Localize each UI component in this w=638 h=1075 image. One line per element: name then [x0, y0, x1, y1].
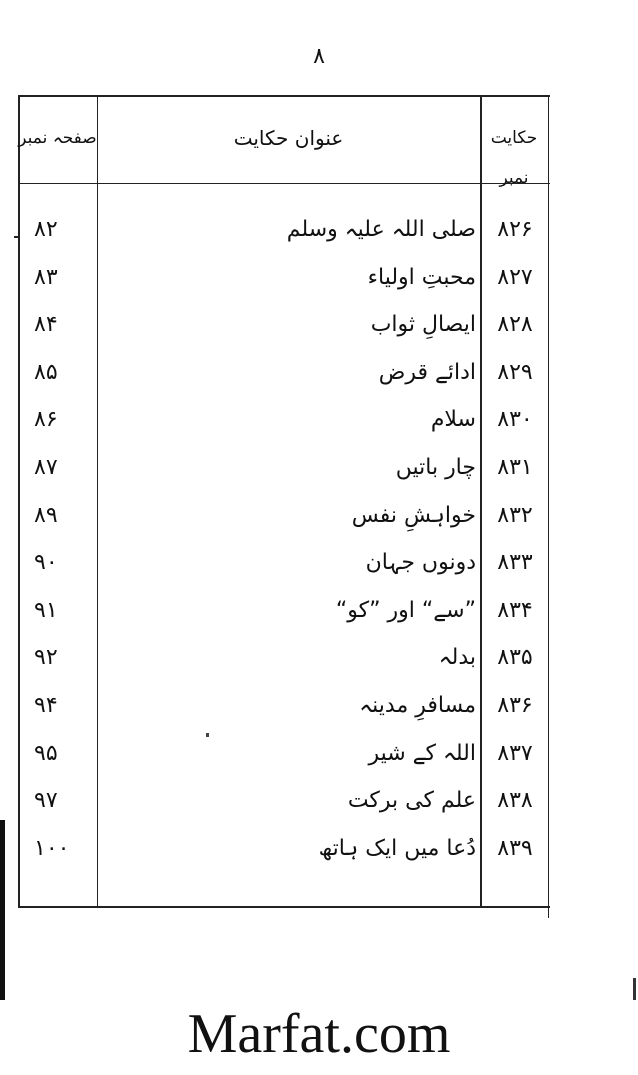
story-number: ۸۳۳ — [497, 550, 533, 576]
scan-edge-shadow-left — [0, 820, 5, 1000]
table-bottom-border — [18, 906, 550, 908]
page-reference: ۸۵ — [34, 359, 58, 385]
story-number: ۸۲۸ — [497, 312, 533, 338]
header-story-title: عنوان حکایت — [233, 126, 344, 150]
story-number: ۸۳۶ — [497, 692, 533, 718]
page-reference: ۱۰۰ — [34, 835, 70, 861]
table-row — [0, 400, 638, 448]
story-number: ۸۳۹ — [497, 835, 533, 861]
table-row — [0, 734, 638, 782]
story-title: بدلہ — [438, 645, 476, 671]
table-row — [0, 543, 638, 591]
story-number: ۸۳۰ — [497, 407, 533, 433]
story-title: ”سے“ اور ”کو“ — [335, 597, 476, 623]
story-title: سلام — [430, 407, 476, 433]
page-reference: ۹۵ — [34, 740, 58, 766]
page-reference: ۹۲ — [34, 645, 58, 671]
header-page-number: صفحہ نمبر — [18, 128, 97, 148]
table-row — [0, 448, 638, 496]
story-title: صلی اللہ علیہ وسلم — [286, 217, 476, 242]
page-reference: ۸۲ — [34, 217, 58, 242]
story-title: مسافرِ مدینہ — [359, 692, 476, 718]
page-reference: ۸۶ — [34, 407, 58, 433]
table-row — [0, 210, 638, 258]
story-title: ادائے قرض — [378, 359, 476, 385]
page-reference: ۹۱ — [34, 597, 58, 623]
story-title: خواہشِ نفس — [351, 502, 476, 528]
margin-tick-mark — [14, 236, 19, 238]
page-reference: ۹۰ — [34, 550, 58, 576]
page-number: ۸ — [313, 44, 325, 69]
watermark-text: Marfat.com — [187, 1003, 451, 1065]
story-number: ۸۲۶ — [497, 217, 533, 242]
story-number: ۸۲۷ — [497, 264, 533, 290]
story-title: دُعا میں ایک ہاتھ — [318, 835, 476, 861]
page-reference: ۸۷ — [34, 454, 58, 480]
story-number: ۸۳۸ — [497, 788, 533, 814]
story-number: ۸۳۱ — [497, 454, 533, 480]
table-row — [0, 353, 638, 401]
scan-speck — [206, 733, 209, 737]
story-number: ۸۳۷ — [497, 740, 533, 766]
page-reference: ۹۷ — [34, 788, 58, 814]
story-title: محبتِ اولیاء — [367, 264, 476, 290]
table-row — [0, 305, 638, 353]
table-row — [0, 781, 638, 829]
story-title: اللہ کے شیر — [368, 740, 476, 766]
scan-edge-shadow-right — [633, 978, 636, 1000]
story-title: علم کی برکت — [347, 788, 476, 814]
page-reference: ۹۴ — [34, 692, 58, 718]
table-row — [0, 829, 638, 877]
story-title: چار باتیں — [395, 454, 476, 480]
table-row — [0, 591, 638, 639]
page-reference: ۸۹ — [34, 502, 58, 528]
table-row — [0, 258, 638, 306]
story-number: ۸۳۴ — [497, 597, 533, 623]
header-story-number: حکایت نمبر — [490, 128, 538, 188]
story-title: دونوں جہان — [365, 550, 476, 576]
story-number: ۸۳۲ — [497, 502, 533, 528]
table-row — [0, 638, 638, 686]
page-reference: ۸۴ — [34, 312, 58, 338]
story-number: ۸۳۵ — [497, 645, 533, 671]
table-row — [0, 496, 638, 544]
story-number: ۸۲۹ — [497, 359, 533, 385]
contents-table-body — [0, 210, 638, 876]
story-title: ایصالِ ثواب — [370, 312, 476, 338]
page-reference: ۸۳ — [34, 264, 58, 290]
table-row — [0, 686, 638, 734]
